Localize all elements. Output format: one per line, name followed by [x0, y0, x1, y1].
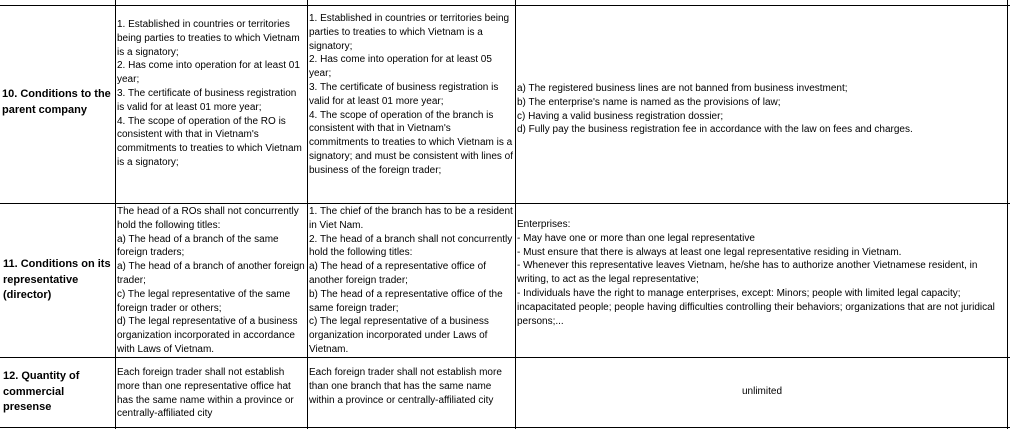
- row-heading-parent-company: 10. Conditions to the parent company: [2, 88, 111, 116]
- row-heading-quantity: 12. Quantity of commercial presense: [3, 370, 80, 413]
- row-divider: [0, 5, 1010, 6]
- enterprise-representative-conditions: [517, 218, 1005, 328]
- branch-parent-conditions-text: 1. Established in countries or territories being parties to treaties to which Vietnam is a signatory; 2. Has come into operation for at least 05 year; 3. The certificate of business registration is valid for at least 01 more year; 4. The scope of operation of the branch is consistent with that in Vietnam's commitments to treaties to which Vietnam is a signatory; and must be consistent with lines of business of the foreign trader;: [309, 13, 513, 176]
- column-divider: [515, 0, 516, 429]
- enterprise-parent-conditions: [517, 82, 1003, 137]
- ro-parent-conditions: [117, 18, 305, 170]
- column-divider: [115, 0, 116, 429]
- row-divider: [0, 427, 1010, 428]
- row-divider: [0, 203, 1010, 204]
- ro-representative-conditions-text: The head of a ROs shall not concurrently hold the following titles: a) The head of a branch of the same foreign traders; a) The head of a branch of another foreign trader; c) The legal representative of the same foreign trader or others; d) The legal representative of a business organization incorporated in accordance with Laws of Vietnam.: [117, 206, 305, 355]
- branch-representative-conditions: [309, 205, 513, 357]
- ro-quantity-text: Each foreign trader shall not establish more than one representative office hat has the same name within a province or centrally-affiliated city: [117, 367, 294, 420]
- ro-quantity: [117, 366, 305, 421]
- ro-parent-conditions-text: 1. Established in countries or territories being parties to treaties to which Vietnam is a signatory; 2. Has come into operation for at least 01 year; 3. The certificate of business registration is valid for at least 01 more year; 4. The scope of operation of the RO is consistent with that in Vietnam's commitments to treaties to which Vietnam is a signatory;: [117, 19, 302, 168]
- table-right-border: [1007, 0, 1008, 429]
- branch-quantity-text: Each foreign trader shall not establish more than one branch that has the same name within a province or centrally-affiliated city: [309, 367, 502, 406]
- branch-parent-conditions: [309, 12, 513, 178]
- column-divider: [307, 0, 308, 429]
- enterprise-parent-conditions-text: a) The registered business lines are not banned from business investment; b) The enterprise's name is named as the provisions of law; c) Having a valid business registration dossier; d) Fully pay the business registration fee in accordance with the law on fees and charges.: [517, 83, 913, 136]
- ro-representative-conditions: [117, 205, 305, 357]
- enterprise-quantity: [517, 385, 1007, 399]
- row-divider: [0, 357, 1010, 358]
- enterprise-quantity-text: unlimited: [741, 386, 783, 397]
- enterprise-representative-conditions-text: Enterprises: - May have one or more than one legal representative - Must ensure that there is always at least one legal representative residing in Vietnam. - Whenever this representative leaves Vietnam, he/she has to authorize another Vietnamese resident, in writing, to act as the legal representative; - Individuals have the right to manage enterprises, except: Minors; people with limited legal capacity; incapacitated people; people having difficulties controlling their behaviors; organizations that are not juridical persons;...: [517, 219, 995, 327]
- row-heading-representative: 11. Conditions on its representative (director): [3, 258, 111, 301]
- branch-quantity: [309, 366, 513, 407]
- branch-representative-conditions-text: 1. The chief of the branch has to be a resident in Viet Nam. 2. The head of a branch shall not concurrently hold the following titles: a) The head of a representative office of another foreign trader; b) The head of a representative office of the same foreign trader; c) The legal representative of a business organization incorporated under Laws of Vietnam.: [309, 206, 513, 355]
